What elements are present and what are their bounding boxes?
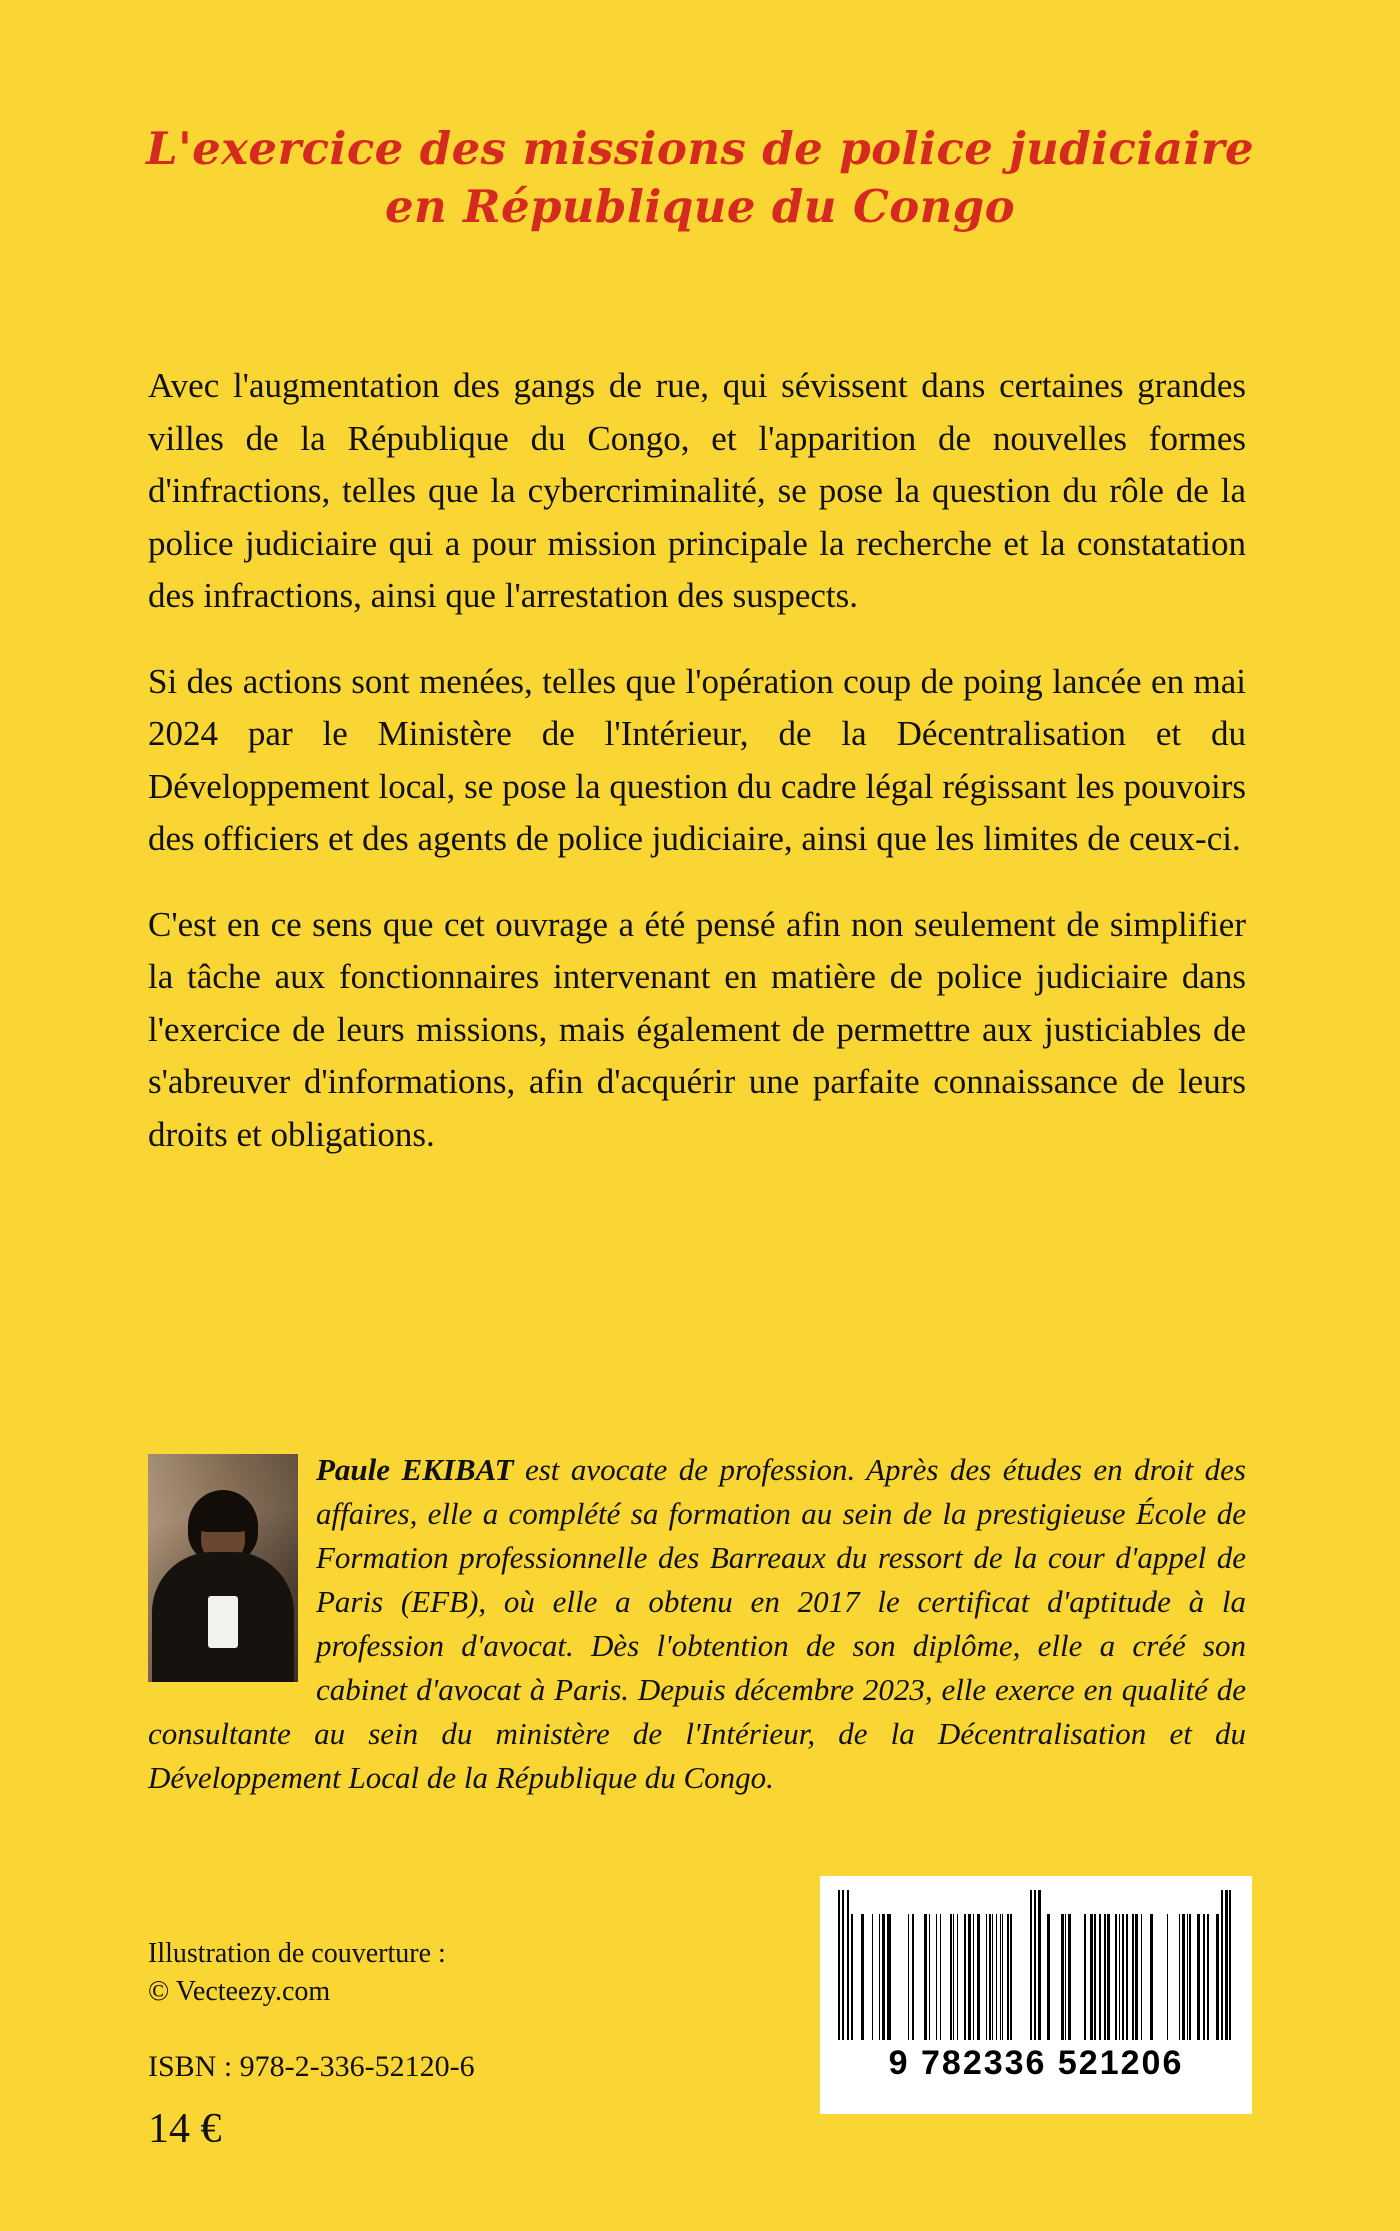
barcode-bar	[1055, 1914, 1058, 2040]
barcode-bar	[1079, 1914, 1082, 2040]
barcode-bar	[1216, 1914, 1219, 2040]
barcode-bar	[1170, 1914, 1172, 2040]
barcode-bar	[851, 1914, 853, 2040]
barcode-bar	[1156, 1914, 1157, 2040]
barcode-bar	[968, 1914, 971, 2040]
barcode-bar	[1122, 1914, 1124, 2040]
barcode-bar	[1129, 1914, 1130, 2040]
barcode-bar	[1189, 1914, 1191, 2040]
barcode-bar	[1115, 1914, 1117, 2040]
barcode-bar	[950, 1914, 952, 2040]
barcode-bar	[1024, 1914, 1027, 2040]
barcode-bar	[1068, 1914, 1071, 2040]
barcode-bar	[977, 1914, 980, 2040]
barcode-bar	[1107, 1914, 1110, 2040]
barcode-bar	[1179, 1914, 1180, 2040]
barcode-bar	[983, 1914, 984, 2040]
barcode-bar	[908, 1914, 909, 2040]
barcode-bar	[875, 1914, 877, 2040]
barcode-bar	[904, 1914, 907, 2040]
isbn-text: ISBN : 978-2-336-52120-6	[148, 2049, 475, 2083]
barcode	[820, 1876, 1252, 2114]
blurb-text	[148, 360, 1246, 1161]
barcode-bar	[866, 1914, 869, 2040]
barcode-bar	[1160, 1914, 1161, 2040]
barcode-bar	[893, 1914, 896, 2040]
title-line-2: en République du Congo	[384, 179, 1016, 233]
barcode-bar	[1090, 1914, 1093, 2040]
barcode-bar	[961, 1914, 963, 2040]
blurb-paragraph-3: C'est en ce sens que cet ouvrage a été pensé afin non seulement de simplifier la tâche aux fonctionnaires intervenant en matière de police judiciaire dans l'exercice de leurs missions, mais également de permettre aux justiciables de s'abreuver d'informations, afin d'acquérir une parfaite connaissance de leurs droits et obligations.	[148, 904, 1246, 1154]
barcode-bar	[940, 1914, 941, 2040]
barcode-bar	[1004, 1914, 1005, 2040]
barcode-bar	[1211, 1914, 1213, 2040]
barcode-bar	[912, 1914, 914, 2040]
author-name: Paule EKIBAT	[316, 1452, 514, 1487]
barcode-bar	[1193, 1914, 1196, 2040]
barcode-bar	[1014, 1914, 1017, 2040]
barcode-bar	[1203, 1914, 1205, 2040]
barcode-bar	[1099, 1914, 1101, 2040]
barcode-bar	[1145, 1914, 1148, 2040]
barcode-bar	[1002, 1914, 1003, 2040]
barcode-bar	[855, 1914, 858, 2040]
barcode-bar	[953, 1914, 954, 2040]
barcode-bar	[1051, 1914, 1053, 2040]
barcode-bar	[1221, 1890, 1223, 2040]
author-bio-body: est avocate de profession. Après des études en droit des affaires, elle a complété sa formation au sein de la prestigieuse École de Formation professionnelle des Barreaux du ressort de la cour d'appel de Paris (EFB), où elle a obtenu en 2017 le certificat d'aptitude à la profession d'avocat. Dès l'obtention de son diplôme, elle a créé son cabinet d'avocat à Paris. Depuis décembre 2023, elle exerce en qualité de consultante au sein du ministère de l'Intérieur, de la Décentralisation et du Développement Local de la République du Congo.	[148, 1452, 1246, 1796]
barcode-bar	[989, 1914, 991, 2040]
barcode-bar	[1207, 1914, 1209, 2040]
barcode-bar	[1119, 1914, 1120, 2040]
barcode-bar	[1061, 1914, 1064, 2040]
barcode-bar	[929, 1914, 930, 2040]
barcode-bar	[920, 1914, 921, 2040]
barcode-bar	[1187, 1914, 1188, 2040]
barcode-bar	[996, 1914, 997, 2040]
barcode-bar	[1163, 1914, 1165, 2040]
barcode-bar	[933, 1914, 935, 2040]
barcode-bar	[1000, 1914, 1001, 2040]
barcode-bar	[882, 1914, 885, 2040]
portrait-hair-front	[198, 1506, 248, 1532]
barcode-bar	[1182, 1914, 1185, 2040]
barcode-bar	[1007, 1914, 1009, 2040]
barcode-bar	[1047, 1914, 1050, 2040]
barcode-bar	[861, 1914, 864, 2040]
barcode-bars	[838, 1890, 1234, 2040]
barcode-bar	[1197, 1914, 1200, 2040]
barcode-bar	[1126, 1914, 1128, 2040]
barcode-bar	[992, 1914, 993, 2040]
barcode-bar	[1132, 1914, 1134, 2040]
barcode-bar	[1065, 1914, 1066, 2040]
barcode-bar	[847, 1890, 849, 2040]
barcode-bar	[916, 1914, 918, 2040]
barcode-bar	[1073, 1914, 1076, 2040]
barcode-bar	[879, 1914, 880, 2040]
barcode-bar	[1038, 1890, 1040, 2040]
barcode-bar	[973, 1914, 974, 2040]
portrait-collar	[208, 1596, 238, 1648]
barcode-bar	[1042, 1914, 1044, 2040]
barcode-bar	[1112, 1914, 1114, 2040]
barcode-bar	[957, 1914, 958, 2040]
barcode-bar	[943, 1914, 944, 2040]
barcode-bar	[1141, 1914, 1142, 2040]
author-bio-text	[148, 1448, 1246, 1800]
price-text: 14 €	[148, 2106, 222, 2153]
barcode-bar	[924, 1914, 927, 2040]
barcode-bar	[946, 1914, 947, 2040]
title-line-1: L'exercice des missions de police judiciaire	[145, 122, 1255, 175]
barcode-bar	[838, 1890, 840, 2040]
barcode-bar	[1174, 1914, 1176, 2040]
barcode-bar	[1135, 1914, 1138, 2040]
barcode-bar	[1225, 1890, 1227, 2040]
barcode-bar	[1087, 1914, 1088, 2040]
barcode-bar	[1018, 1914, 1021, 2040]
barcode-bar	[1084, 1914, 1086, 2040]
barcode-bar	[1229, 1890, 1231, 2040]
footer-metadata	[148, 1935, 768, 2158]
blurb-paragraph-1: Avec l'augmentation des gangs de rue, qui sévissent dans certaines grandes villes de la République du Congo, et l'apparition de nouvelles formes d'infractions, telles que la cybercriminalité, se pose la question du rôle de la police judiciaire qui a pour mission principale la recherche et la constatation des infractions, ainsi que l'arrestation des suspects.	[148, 366, 1246, 615]
barcode-bar	[1010, 1914, 1012, 2040]
barcode-bar	[842, 1890, 844, 2040]
blurb-paragraph-2: Si des actions sont menées, telles que l'opération coup de poing lancée en mai 2024 par le Ministère de l'Intérieur, de la Décentralisation et du Développement local, se pose la question du cadre légal régissant les pouvoirs des officiers et des agents de police judiciaire, ainsi que les limites de ceux-ci.	[148, 661, 1246, 858]
barcode-bar	[1167, 1914, 1168, 2040]
barcode-bar	[1030, 1890, 1032, 2040]
barcode-bar	[986, 1914, 987, 2040]
author-biography	[148, 1448, 1246, 1800]
barcode-bar	[899, 1914, 902, 2040]
barcode-bar	[872, 1914, 873, 2040]
cover-credit-line-1: Illustration de couverture :	[148, 1938, 446, 1969]
barcode-bar	[1034, 1890, 1036, 2040]
barcode-digits: 9 782336 521206	[888, 2044, 1184, 2082]
barcode-bar	[887, 1914, 890, 2040]
barcode-bar	[964, 1914, 966, 2040]
cover-credit-line-2: © Vecteezy.com	[148, 1975, 331, 2007]
barcode-bar	[1104, 1914, 1106, 2040]
author-portrait-photo	[148, 1454, 298, 1682]
barcode-bar	[1094, 1914, 1096, 2040]
barcode-bar	[1150, 1914, 1153, 2040]
page-title	[110, 120, 1290, 235]
barcode-bar	[936, 1914, 937, 2040]
